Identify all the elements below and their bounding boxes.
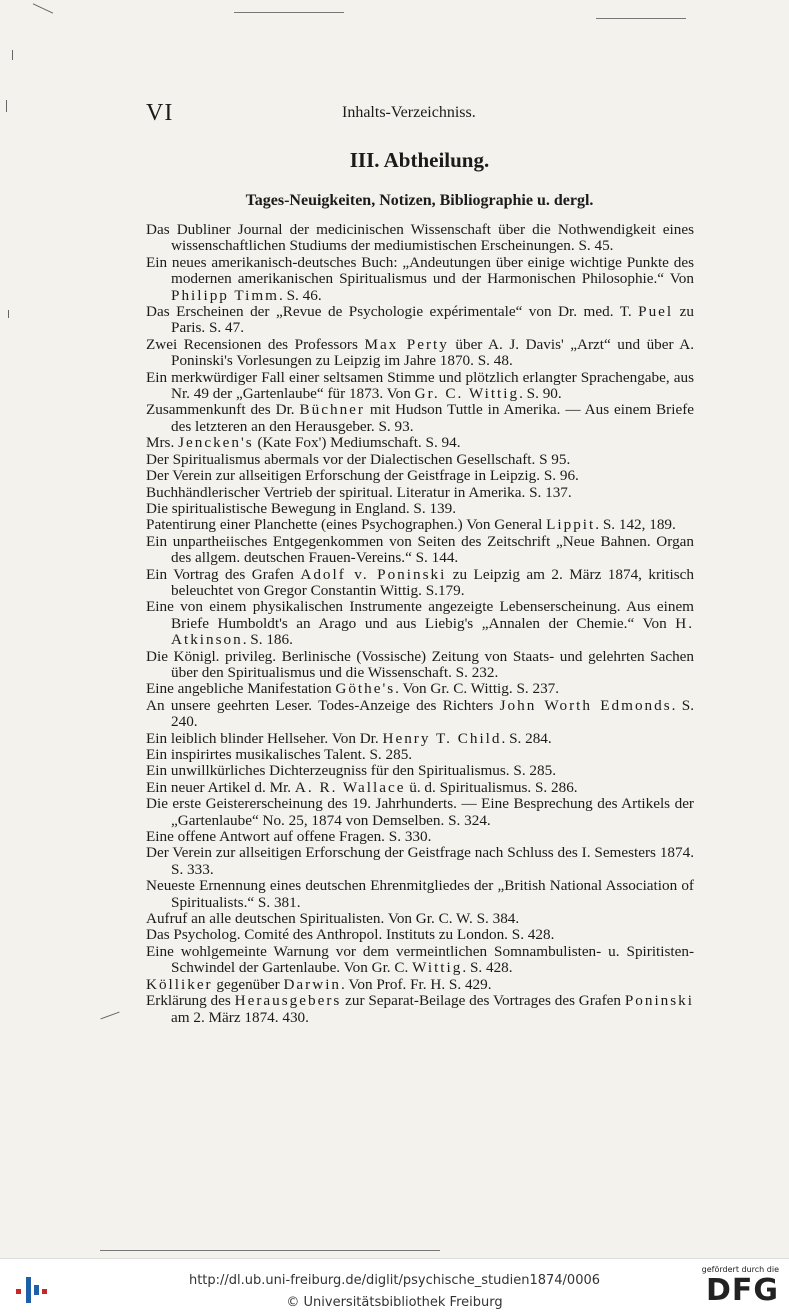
toc-entry-name: Puel xyxy=(638,303,674,321)
toc-entry-text: . S. 46. xyxy=(279,286,322,304)
scan-mark xyxy=(6,100,7,112)
toc-entry-name: A. R. Wallace xyxy=(294,778,406,796)
toc-entry-text: Eine offene Antwort auf offene Fragen. S. 330. xyxy=(146,828,432,846)
toc-entry-text: Ein unwillkürliches Dichterzeugniss für den Spiritualismus. S. 285. xyxy=(146,762,557,780)
toc-entry xyxy=(146,731,694,747)
toc-entry-text: zu Paris. S. 47. xyxy=(171,303,694,337)
toc-entry-text: Patentirung einer Planchette (eines Psychographen.) Von General xyxy=(146,516,547,534)
toc-entry-text: Die spiritualistische Bewegung in England. S. 139. xyxy=(146,499,457,517)
toc-entry-text: Buchhändlerischer Vertrieb der spiritual. Literatur in Amerika. S. 137. xyxy=(146,483,572,501)
toc-entry-text: Das Psycholog. Comité des Anthropol. Instituts zu London. S. 428. xyxy=(146,926,555,944)
toc-entry xyxy=(146,878,694,911)
toc-entry-text: über A. J. Davis' „Arzt“ und über A. Poninski's Vorlesungen zu Leipzig im Jahre 1870. S. 48. xyxy=(171,335,695,370)
running-title: Inhalts-Verzeichniss. xyxy=(342,104,476,121)
toc-entry-name: Philipp Timm xyxy=(171,286,279,304)
toc-entry-text: Ein inspirirtes musikalisches Talent. S. 285. xyxy=(146,746,413,763)
toc-entry-text: Mrs. xyxy=(146,434,179,452)
toc-entry xyxy=(146,993,694,1026)
toc-entry-text: Der Spiritualismus abermals vor der Dialectischen Gesellschaft. S 95. xyxy=(146,450,571,468)
toc-entry xyxy=(146,222,694,255)
toc-entry xyxy=(146,255,694,304)
page-number: VI xyxy=(146,100,174,126)
toc-entry xyxy=(146,780,694,796)
toc-entry-name: Büchner xyxy=(299,401,365,419)
toc-entry-name: H. Atkinson xyxy=(171,614,694,649)
scan-mark xyxy=(12,50,13,60)
toc-entry-text: zur Separat-Beilage des Vortrages des Grafen xyxy=(341,992,625,1010)
toc-entry-name: Herausgebers xyxy=(234,992,342,1010)
toc-entry-text: Zwei Recensionen des Professors xyxy=(146,335,365,353)
toc-entry-text: Der Verein zur allseitigen Erforschung der Geistfrage in Leipzig. S. 96. xyxy=(146,467,579,485)
toc-entry-text: (Kate Fox') Mediumschaft. S. 94. xyxy=(253,434,461,452)
toc-entry-name: Max Perty xyxy=(364,335,449,353)
bottom-rule xyxy=(100,1250,440,1251)
toc-entry xyxy=(146,649,694,682)
toc-entry-text: Ein merkwürdiger Fall einer seltsamen Stimme und plötzlich erlangter Sprachengabe, aus Nr. 49 der „Gartenlaube“ für 1873. Von xyxy=(146,368,694,403)
toc-entry-text: . Von Gr. C. Wittig. S. 237. xyxy=(395,680,560,698)
toc-entry-name: John Worth Edmonds xyxy=(499,696,672,714)
toc-entry-text: . S. 186. xyxy=(242,631,293,649)
footer-bar xyxy=(0,1258,789,1316)
toc-entry-name: Kölliker xyxy=(146,975,213,993)
top-rule-left xyxy=(234,12,344,13)
toc-entry-text: Erklärung des xyxy=(146,992,235,1010)
toc-entry-text: Neueste Ernennung eines deutschen Ehrenmitgliedes der „British National Association of Spiritualists.“ S. 381. xyxy=(146,877,694,911)
toc-entry xyxy=(146,468,694,484)
top-rule-right xyxy=(596,18,686,19)
toc-entry xyxy=(146,304,694,337)
toc-entry-text: . S. 90. xyxy=(519,385,562,403)
toc-entry-text: ü. d. Spiritualismus. S. 286. xyxy=(405,778,578,796)
toc-entry-text: Eine wohlgemeinte Warnung vor dem vermeintlichen Somnambulisten- u. Spiritisten-Schwindel der Gartenlaube. Von Gr. C. xyxy=(146,942,694,977)
toc-entry-name: Poninski xyxy=(624,992,694,1010)
copyright-text: © Universitätsbibliothek Freiburg xyxy=(286,1295,503,1310)
toc-entry-name: Jencken's xyxy=(178,434,254,452)
toc-entry xyxy=(146,911,694,927)
toc-entry-name: Göthe's xyxy=(335,680,396,698)
toc-entry-text: Ein leiblich blinder Hellseher. Von Dr. xyxy=(146,729,383,747)
toc-entry xyxy=(146,698,694,731)
funding-note: gefördert durch die xyxy=(701,1265,779,1274)
toc-entry-text: Eine angebliche Manifestation xyxy=(146,680,336,698)
toc-entry-name: Adolf v. Poninski xyxy=(300,565,447,583)
toc-entry-text: am 2. März 1874. 430. xyxy=(171,1008,309,1026)
toc-entry xyxy=(146,567,694,600)
toc-entry xyxy=(146,501,694,517)
toc-entry xyxy=(146,485,694,501)
toc-entry-text: mit Hudson Tuttle in Amerika. — Aus einem Briefe des letzteren an den Herausgeber. S. 93. xyxy=(171,401,694,435)
toc-entry xyxy=(146,370,694,403)
toc-entry xyxy=(146,944,694,977)
toc-entry xyxy=(146,599,694,648)
toc-entry-name: Lippit xyxy=(546,516,596,534)
toc-entry xyxy=(146,763,694,779)
toc-entry xyxy=(146,681,694,697)
toc-entry-text: . Von Prof. Fr. H. S. 429. xyxy=(341,975,492,993)
toc-entry xyxy=(146,829,694,845)
toc-entry xyxy=(146,337,694,370)
section-subtitle: Tages-Neuigkeiten, Notizen, Bibliographie u. dergl. xyxy=(245,192,594,209)
toc-entry-text: Ein Vortrag des Grafen xyxy=(146,565,301,583)
toc-entry-text: zu Leipzig am 2. März 1874, kritisch beleuchtet von Gregor Constantin Wittig. S.179. xyxy=(171,565,694,599)
toc-entry-name: Wittig xyxy=(412,959,463,977)
toc-entry xyxy=(146,534,694,567)
dfg-logo xyxy=(697,1265,779,1311)
toc-entries xyxy=(146,222,694,1026)
toc-entry-text: Die Königl. privileg. Berlinische (Vossische) Zeitung von Staats- und gelehrten Sachen über den Spiritualismus und die Wissenschaft. S. 232. xyxy=(146,647,694,681)
dfg-logo-icon: DFG xyxy=(705,1273,779,1308)
toc-entry-text: gegenüber xyxy=(212,975,284,993)
toc-entry-text: Das Erscheinen der „Revue de Psychologie expérimentale“ von Dr. med. T. xyxy=(146,303,639,321)
toc-entry-name: Darwin xyxy=(283,975,342,993)
toc-entry-text: Ein unpartheiisches Entgegenkommen von Seiten des Zeitschrift „Neue Bahnen. Organ des allgem. deutschen Frauen-Vereins.“ S. 144. xyxy=(146,532,694,567)
toc-entry-text: Eine von einem physikalischen Instrumente angezeigte Lebenserscheinung. Aus einem Briefe Humboldt's an Arago und aus Liebig's „Annalen der Chemie.“ Von xyxy=(146,598,694,632)
toc-entry xyxy=(146,402,694,435)
toc-entry xyxy=(146,796,694,829)
toc-entry-text: Ein neues amerikanisch-deutsches Buch: „Andeutungen über einige wichtige Punkte des modernen amerikanischen Spiritualismus und der Harmonischen Philosophie.“ Von xyxy=(146,253,694,288)
toc-entry xyxy=(146,977,694,993)
scan-mark xyxy=(8,310,9,318)
toc-entry-text: Zusammenkunft des Dr. xyxy=(146,401,300,419)
scan-mark xyxy=(33,3,53,13)
toc-entry-text: Das Dubliner Journal der medicinischen Wissenschaft über die Nothwendigkeit eines wissenschaftlichen Studiums der mediumistischen Erscheinungen. S. 45. xyxy=(146,221,694,255)
toc-entry xyxy=(146,845,694,878)
toc-entry-text: Ein neuer Artikel d. Mr. xyxy=(146,778,295,796)
toc-entry-text: Aufruf an alle deutschen Spiritualisten. Von Gr. C. W. S. 384. xyxy=(146,910,520,928)
toc-entry xyxy=(146,435,694,451)
toc-entry-text: Der Verein zur allseitigen Erforschung der Geistfrage nach Schluss des I. Semesters 1874. S. 333. xyxy=(146,844,694,878)
toc-entry-text: An unsere geehrten Leser. Todes-Anzeige des Richters xyxy=(146,696,500,714)
scan-mark xyxy=(100,1012,119,1020)
toc-entry xyxy=(146,747,694,763)
toc-entry-text: . S. 284. xyxy=(501,729,552,747)
toc-entry xyxy=(146,452,694,468)
toc-entry-text: Die erste Geistererscheinung des 19. Jahrhunderts. — Eine Besprechung des Artikels der „Gartenlaube“ No. 25, 1874 von Demselben. S. 324. xyxy=(146,795,694,829)
toc-entry-text: . S. 428. xyxy=(462,959,513,977)
toc-entry xyxy=(146,927,694,943)
toc-entry-text: . S. 240. xyxy=(171,696,694,731)
toc-entry-name: Gr. C. Wittig xyxy=(414,385,520,403)
page-url-link[interactable]: http://dl.ub.uni-freiburg.de/diglit/psychische_studien1874/0006 xyxy=(188,1273,601,1288)
toc-entry xyxy=(146,517,694,533)
section-title: III. Abtheilung. xyxy=(349,148,490,172)
toc-entry-name: Henry T. Child xyxy=(382,729,502,747)
toc-entry-text: . S. 142, 189. xyxy=(595,516,676,534)
